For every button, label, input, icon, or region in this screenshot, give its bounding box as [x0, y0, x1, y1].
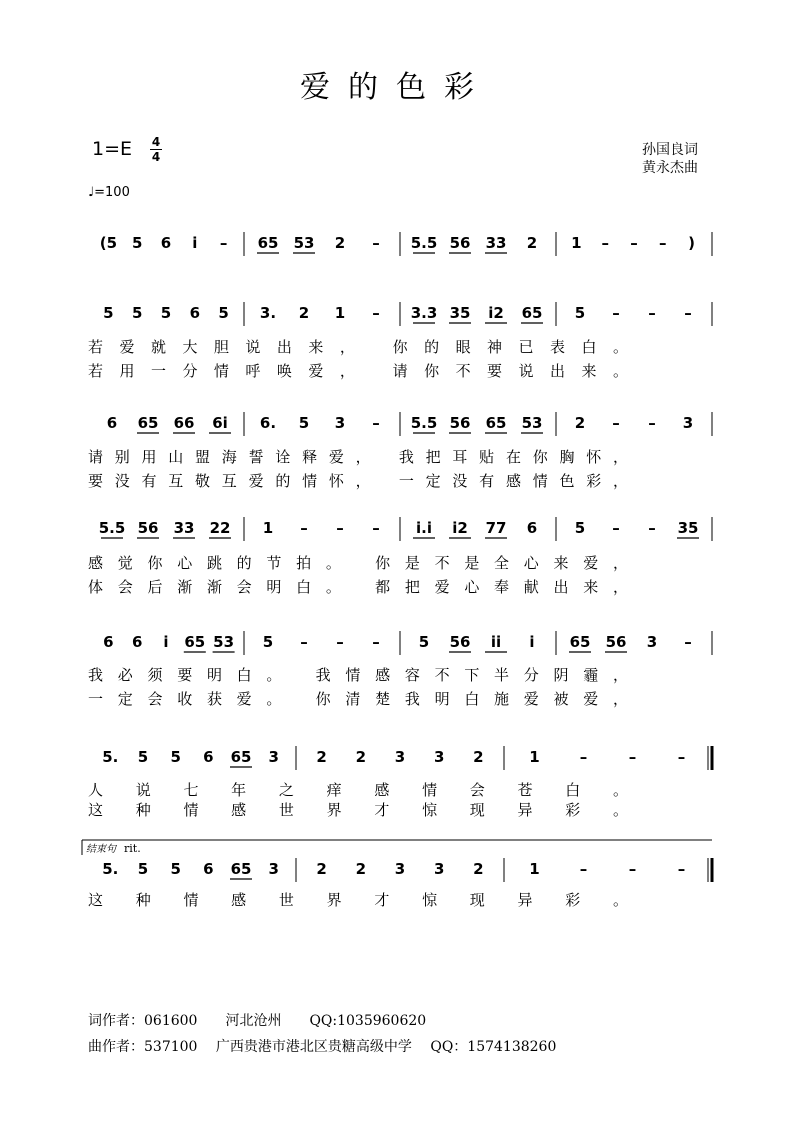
note: i.i: [416, 519, 432, 537]
note: 6: [189, 304, 201, 322]
note: 5: [170, 748, 181, 766]
note: –: [579, 860, 588, 878]
key-signature: 1=E: [92, 138, 133, 160]
page-title: 爱的色彩: [300, 70, 492, 105]
lyric-line: 这种情感世界才惊现异彩。: [88, 891, 629, 909]
note: –: [372, 234, 380, 252]
note: 3: [268, 748, 279, 766]
note: –: [300, 519, 308, 537]
note: 2: [334, 234, 346, 252]
note: 2: [316, 860, 327, 878]
note: 5: [298, 414, 310, 432]
lyric-line: 请别用山盟海誓诠释爱， 我把耳贴在你胸怀，: [88, 448, 629, 466]
note: –: [648, 304, 656, 322]
note: 53: [521, 414, 543, 432]
note: 65: [230, 860, 252, 878]
note: –: [612, 519, 620, 537]
ending-label: 结束句: [86, 844, 116, 855]
note: 3: [682, 414, 694, 432]
lyricist-credit: 孙国良词: [642, 142, 698, 158]
note: –: [372, 414, 380, 432]
note: –: [336, 633, 344, 651]
note: 53: [293, 234, 315, 252]
note: (5: [99, 234, 118, 252]
note: 5: [131, 234, 143, 252]
note: 1: [529, 748, 540, 766]
note: –: [372, 304, 380, 322]
note: 5: [160, 304, 172, 322]
note: 5: [574, 304, 586, 322]
note: 22: [209, 519, 231, 537]
note: 2: [355, 748, 367, 766]
lyric-line: 体会后渐渐会明白。 都把爱心奉献出来，: [88, 578, 628, 596]
note: 1: [571, 234, 582, 252]
note: 3.: [259, 304, 277, 322]
composer-credit: 黄永杰曲: [642, 160, 698, 176]
note: 56: [605, 633, 627, 651]
note: 6: [131, 633, 143, 651]
note: –: [648, 414, 656, 432]
note: 2: [473, 748, 484, 766]
note: 65: [485, 414, 507, 432]
note: 5: [103, 304, 114, 322]
note: –: [612, 414, 620, 432]
note: 3: [646, 633, 658, 651]
note: 3: [433, 860, 445, 878]
note: 5: [131, 304, 143, 322]
note: 2: [355, 860, 367, 878]
note: 65: [184, 633, 206, 651]
note: 2: [298, 304, 310, 322]
note: 65: [521, 304, 543, 322]
note: 6: [103, 633, 114, 651]
note: 35: [677, 519, 699, 537]
note: 5.: [102, 748, 119, 766]
lyric-line: 一定会收获爱。 你清楚我明白施爱被爱，: [88, 690, 628, 708]
note: 1: [262, 519, 274, 537]
note: –: [684, 633, 692, 651]
note: ): [688, 234, 696, 252]
note: –: [601, 234, 609, 252]
note: 3: [433, 748, 445, 766]
note: 6: [106, 414, 118, 432]
note: –: [219, 234, 228, 252]
note: 2: [473, 860, 484, 878]
note: 33: [173, 519, 195, 537]
note: 6: [160, 234, 172, 252]
rit-marking: rit.: [124, 842, 141, 855]
note: 2: [574, 414, 586, 432]
lyric-line: 人说七年之痒感情会苍白。: [88, 781, 629, 799]
note: 3.3: [410, 304, 438, 322]
note: 3: [394, 860, 406, 878]
note: 5: [574, 519, 586, 537]
note: 3: [268, 860, 279, 878]
note: –: [336, 519, 344, 537]
note: 6i: [212, 414, 228, 432]
note: 77: [485, 519, 507, 537]
note: –: [630, 234, 638, 252]
note: 2: [526, 234, 538, 252]
note: 5: [170, 860, 181, 878]
note: 5: [262, 633, 274, 651]
note: 5.5: [98, 519, 126, 537]
time-signature-bottom: 4: [151, 150, 161, 164]
note: 66: [173, 414, 195, 432]
note: i2: [488, 304, 504, 322]
footer-lyricist-info: 词作者：061600 河北沧州 QQ:1035960620: [88, 1013, 427, 1029]
note: 1: [529, 860, 540, 878]
note: 5: [137, 860, 149, 878]
note: –: [628, 860, 637, 878]
note: –: [372, 519, 380, 537]
note: 1: [334, 304, 346, 322]
note: 56: [449, 633, 471, 651]
note: –: [612, 304, 620, 322]
note: i2: [452, 519, 468, 537]
note: 35: [449, 304, 471, 322]
lyric-line: 这种情感世界才惊现异彩。: [88, 801, 629, 819]
lyric-line: 要没有互敬互爱的情怀， 一定没有感情色彩，: [88, 472, 629, 490]
note: 5.5: [410, 234, 438, 252]
note: 5.: [102, 860, 119, 878]
note: –: [659, 234, 667, 252]
lyric-line: 感觉你心跳的节拍。 你是不是全心来爱，: [88, 554, 628, 572]
note: –: [628, 748, 637, 766]
note: –: [579, 748, 588, 766]
note: 6: [526, 519, 538, 537]
note: 56: [449, 414, 471, 432]
note: 65: [137, 414, 159, 432]
note: 56: [137, 519, 159, 537]
note: –: [372, 633, 380, 651]
note: 5: [418, 633, 430, 651]
time-signature-top: 4: [151, 135, 161, 149]
lyric-line: 若用一分情呼唤爱， 请你不要说出来。: [88, 362, 628, 380]
note: 5: [137, 748, 149, 766]
note: 56: [449, 234, 471, 252]
note: 6.: [259, 414, 277, 432]
note: 5: [218, 304, 229, 322]
note: 53: [213, 633, 235, 651]
note: 3: [334, 414, 346, 432]
note: 6: [203, 748, 214, 766]
note: 65: [569, 633, 591, 651]
note: –: [684, 304, 692, 322]
note: 5.5: [410, 414, 438, 432]
note: –: [677, 748, 686, 766]
note: 6: [203, 860, 214, 878]
lyric-line: 我必须要明白。 我情感容不下半分阴霾，: [88, 666, 628, 684]
note: 65: [257, 234, 279, 252]
note: i: [192, 234, 198, 252]
note: 3: [394, 748, 406, 766]
note: 65: [230, 748, 252, 766]
note: 2: [316, 748, 327, 766]
note: –: [648, 519, 656, 537]
tempo-marking: ♩=100: [88, 185, 130, 200]
note: –: [677, 860, 686, 878]
note: i: [163, 633, 169, 651]
note: –: [300, 633, 308, 651]
footer-composer-info: 曲作者：537100 广西贵港市港北区贵糖高级中学 QQ：1574138260: [88, 1039, 557, 1055]
note: 33: [485, 234, 507, 252]
note: ii: [490, 633, 502, 651]
note: i: [529, 633, 535, 651]
lyric-line: 若爱就大胆说出来， 你的眼神已表白。: [88, 338, 628, 356]
